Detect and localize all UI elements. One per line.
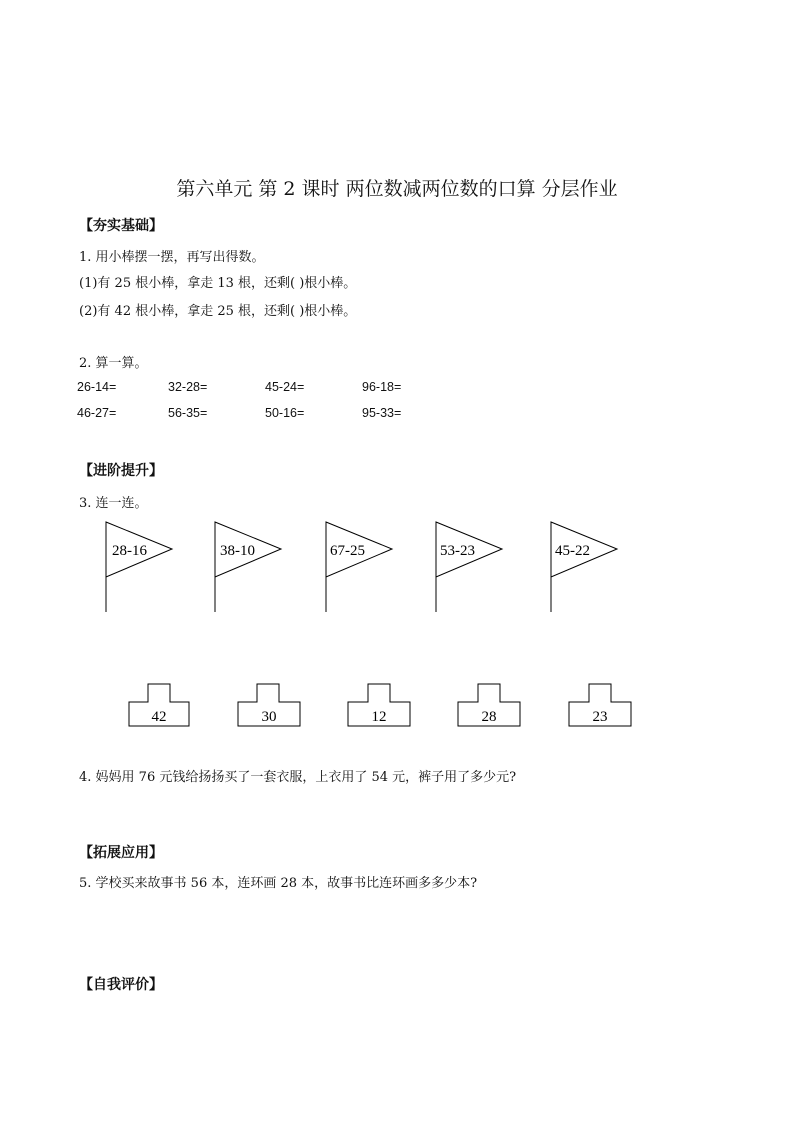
answer-box-label: 23 <box>592 709 608 725</box>
question-3-stem: 3. 连一连。 <box>79 496 148 511</box>
flag <box>326 522 392 612</box>
answer-box <box>238 684 300 726</box>
answer-box-label: 12 <box>371 709 387 725</box>
question-2-stem: 2. 算一算。 <box>79 356 148 371</box>
flag <box>551 522 617 612</box>
flag-label: 67-25 <box>330 543 365 559</box>
question-1-stem: 1. 用小棒摆一摆，再写出得数。 <box>79 250 265 265</box>
answer-box-label: 28 <box>481 709 497 725</box>
flag-label: 28-16 <box>112 543 147 559</box>
calc-item: 56-35= <box>168 406 208 420</box>
answer-box <box>458 684 520 726</box>
question-4-stem: 4. 妈妈用 76 元钱给扬扬买了一套衣服，上衣用了 54 元，裤子用了多少元? <box>79 770 517 785</box>
flag <box>436 522 502 612</box>
flag <box>215 522 281 612</box>
section-basic-heading: 【夯实基础】 <box>79 218 163 234</box>
flag-label: 53-23 <box>440 543 475 559</box>
section-advanced-heading: 【进阶提升】 <box>79 463 163 479</box>
calc-item: 46-27= <box>77 406 117 420</box>
calc-item: 26-14= <box>77 380 117 394</box>
calc-item: 50-16= <box>265 406 305 420</box>
answer-box-label: 42 <box>151 709 167 725</box>
section-self-eval-heading: 【自我评价】 <box>79 977 163 993</box>
page-title: 第六单元 第 2 课时 两位数减两位数的口算 分层作业 <box>176 178 618 200</box>
flag-label: 45-22 <box>555 543 590 559</box>
question-1-part-1: (1)有 25 根小棒，拿走 13 根，还剩( )根小棒。 <box>79 276 357 291</box>
section-extend-heading: 【拓展应用】 <box>79 845 163 861</box>
answer-box <box>348 684 410 726</box>
calc-item: 96-18= <box>362 380 402 394</box>
flag-label: 38-10 <box>220 543 255 559</box>
calc-item: 32-28= <box>168 380 208 394</box>
answer-box <box>129 684 189 726</box>
calc-item: 95-33= <box>362 406 402 420</box>
calc-item: 45-24= <box>265 380 305 394</box>
answer-box-label: 30 <box>261 709 277 725</box>
flag <box>106 522 172 612</box>
question-5-stem: 5. 学校买来故事书 56 本，连环画 28 本，故事书比连环画多多少本? <box>79 876 478 891</box>
question-1-part-2: (2)有 42 根小棒，拿走 25 根，还剩( )根小棒。 <box>79 304 357 319</box>
answer-box <box>569 684 631 726</box>
